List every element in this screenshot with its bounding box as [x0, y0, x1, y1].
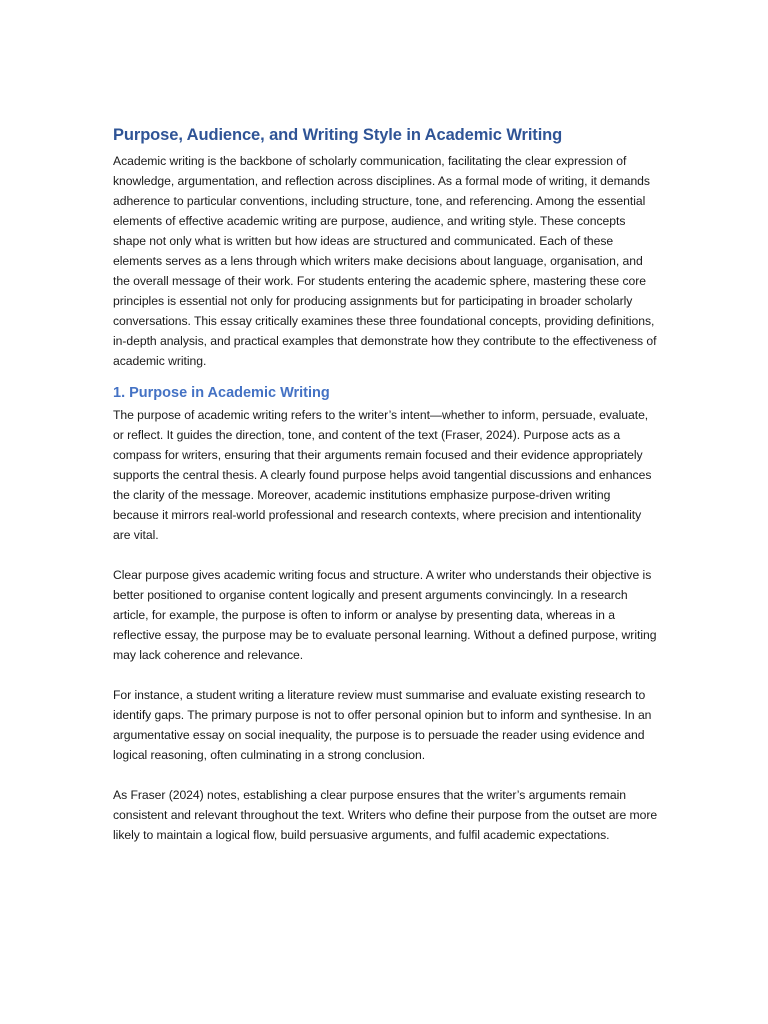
body-paragraph: For instance, a student writing a literature review must summarise and evaluate existing research to identify gaps. The primary purpose is not to offer personal opinion but to inform and synthesise. In an argumentative essay on social inequality, the purpose is to persuade the reader using evidence and logical reasoning, often culminating in a strong conclusion. — [113, 688, 652, 762]
document-title: Purpose, Audience, and Writing Style in Academic Writing — [113, 126, 563, 144]
body-paragraph: Clear purpose gives academic writing focus and structure. A writer who understands their objective is better positioned to organise content logically and present arguments convincingly. In a research article, for example, the purpose is often to inform or analyse by presenting data, whereas in a reflective essay, the purpose may be to evaluate personal learning. Without a defined purpose, writing may lack coherence and relevance. — [113, 568, 657, 662]
body-paragraph: The purpose of academic writing refers to the writer’s intent—whether to inform, persuade, evaluate, or reflect. It guides the direction, tone, and content of the text (Fraser, 2024). Purpose acts as a compass for writers, ensuring that their arguments remain focused and their evidence appropriately supports the central thesis. A clearly found purpose helps avoid tangential discussions and enhances the clarity of the message. Moreover, academic institutions emphasize purpose-driven writing because it mirrors real-world professional and research contexts, where precision and intentionality are vital. — [113, 408, 652, 542]
body-paragraph: As Fraser (2024) notes, establishing a clear purpose ensures that the writer’s arguments remain consistent and relevant throughout the text. Writers who define their purpose from the outset are more likely to maintain a logical flow, build persuasive arguments, and fulfil academic expectations. — [113, 788, 658, 842]
section-body-purpose — [113, 405, 658, 845]
intro-paragraph: Academic writing is the backbone of scholarly communication, facilitating the clear expression of knowledge, argumentation, and reflection across disciplines. As a formal mode of writing, it demands adherence to particular conventions, including structure, tone, and referencing. Among the essential elements of effective academic writing are purpose, audience, and writing style. These concepts shape not only what is written but how ideas are structured and communicated. Each of these elements serves as a lens through which writers make decisions about language, organisation, and the overall message of their work. For students entering the academic sphere, mastering these core principles is essential not only for producing assignments but for participating in broader scholarly conversations. This essay critically examines these three foundational concepts, providing definitions, in-depth analysis, and practical examples that demonstrate how they contribute to the effectiveness of academic writing. — [113, 154, 657, 368]
section-heading-purpose: 1. Purpose in Academic Writing — [113, 385, 330, 401]
document-body — [113, 123, 658, 845]
